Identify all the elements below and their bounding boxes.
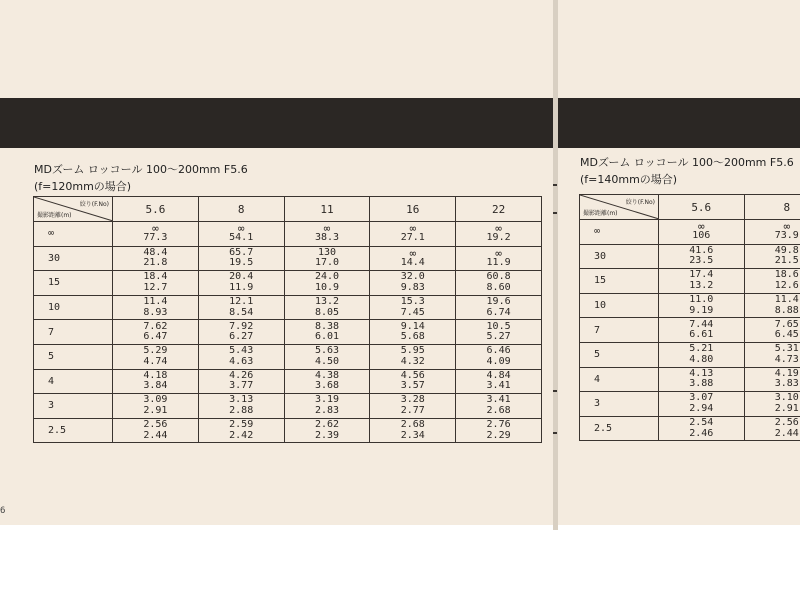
far-limit: 5.21 [689,343,714,355]
dof-cell [744,318,800,343]
near-limit: 4.73 [774,353,799,365]
distance-cell: ∞ [580,220,659,245]
far-limit: 4.19 [774,367,799,379]
table-row [580,269,800,294]
near-limit: 11.9 [229,281,254,293]
distance-cell: 4 [34,369,113,394]
table-row [34,222,542,247]
table-row [34,320,542,345]
dof-cell [198,418,284,443]
dof-cell [284,222,370,247]
near-limit: 4.63 [229,355,254,367]
table-row [34,344,542,369]
near-limit: 4.50 [314,355,340,367]
far-limit: 5.31 [774,343,799,355]
table-row [34,418,542,443]
dof-cell [370,418,456,443]
dof-cell [284,344,370,369]
staple-mark [553,432,557,434]
table-row [34,271,542,296]
distance-cell: 2.5 [580,416,659,441]
near-limit: 9.83 [400,281,425,293]
far-limit: 5.29 [143,345,168,357]
dof-cell [659,392,745,417]
aperture-header: 16 [370,197,456,222]
dof-cell [284,369,370,394]
far-limit: 41.6 [689,244,714,256]
far-limit: ∞ [323,222,331,236]
dof-cell [659,293,745,318]
near-limit: 8.60 [486,281,511,293]
near-limit: 4.09 [486,355,511,367]
far-limit: 7.92 [229,320,254,332]
near-limit: 21.5 [774,255,799,267]
dof-cell [744,269,800,294]
far-limit: 4.56 [400,369,425,381]
table-heading-f120 [34,161,248,195]
dof-cell [370,271,456,296]
near-limit: 2.77 [400,404,425,416]
dof-cell [113,271,199,296]
near-limit: 73.9 [774,230,799,242]
near-limit: 2.68 [486,404,511,416]
near-limit: 3.83 [774,378,799,390]
dof-cell [659,244,745,269]
dof-cell [370,344,456,369]
far-limit: 2.56 [774,417,799,429]
dof-cell [198,222,284,247]
far-limit: ∞ [409,246,417,260]
table-row [580,318,800,343]
dof-cell [113,222,199,247]
table-subtitle: (f=120mmの場合) [34,180,132,193]
near-limit: 6.61 [689,329,714,341]
far-limit: 6.46 [486,345,511,357]
dof-cell [198,271,284,296]
far-limit: 11.4 [774,294,799,306]
near-limit: 2.44 [143,429,168,441]
far-limit: 12.1 [229,296,254,308]
table-row [580,244,800,269]
far-limit: ∞ [495,246,502,260]
far-limit: 15.3 [400,296,425,308]
distance-cell: 3 [580,392,659,417]
near-limit: 2.42 [229,429,254,441]
dof-cell [198,344,284,369]
dof-cell [113,295,199,320]
table-row [580,416,800,441]
near-limit: 6.74 [486,306,511,318]
staple-mark [553,184,557,186]
dof-cell [113,394,199,419]
near-limit: 2.39 [314,429,340,441]
near-limit: 27.1 [400,232,425,244]
far-limit: 4.18 [143,369,168,381]
far-limit: 5.43 [229,345,254,357]
dof-cell [198,394,284,419]
dof-cell [284,394,370,419]
dof-cell [456,271,542,296]
near-limit: 2.88 [229,404,254,416]
dof-cell [659,220,745,245]
table-heading-f140 [580,154,794,188]
far-limit: 9.14 [400,320,425,332]
table-row [580,367,800,392]
far-limit: 18.6 [774,269,799,281]
near-limit: 6.27 [229,331,254,343]
far-limit: 130 [317,246,337,258]
near-limit: 12.7 [143,281,168,293]
dof-cell [456,418,542,443]
near-limit: 19.2 [486,232,511,244]
far-limit: 3.07 [689,392,714,404]
far-limit: 5.63 [314,345,340,357]
near-limit: 54.1 [229,232,254,244]
staple-mark [553,390,557,392]
far-limit: 17.4 [689,269,714,281]
table-row [34,394,542,419]
near-limit: 2.29 [486,429,511,441]
near-limit: 19.5 [229,257,254,269]
corner-cell [34,197,113,222]
table-row [580,342,800,367]
far-limit: 7.44 [689,318,714,330]
near-limit: 5.27 [486,331,511,343]
corner-cell [580,195,659,220]
far-limit: 49.8 [774,244,799,256]
far-limit: 7.65 [774,318,799,330]
distance-cell: 7 [580,318,659,343]
far-limit: ∞ [697,220,705,234]
far-limit: ∞ [783,220,791,234]
dof-cell [456,246,542,271]
dof-cell [198,295,284,320]
staple-mark [553,212,557,214]
far-limit: 4.84 [486,369,511,381]
distance-axis-label: 撮影距離(m) [37,212,72,219]
table-subtitle: (f=140mmの場合) [580,173,678,186]
dof-cell [659,318,745,343]
near-limit: 14.4 [400,256,425,268]
far-limit: 20.4 [229,271,254,283]
far-limit: 13.2 [314,296,340,308]
near-limit: 2.44 [774,427,799,439]
dof-cell [744,220,800,245]
distance-cell: 5 [34,344,113,369]
far-limit: 3.41 [486,394,511,406]
dof-cell [284,295,370,320]
near-limit: 8.88 [774,304,799,316]
dof-cell [113,344,199,369]
near-limit: 2.46 [689,427,714,439]
near-limit: 10.9 [314,281,340,293]
aperture-header: 5.6 [113,197,199,222]
aperture-axis-label: 絞り(F.No) [79,201,109,208]
distance-cell: 15 [34,271,113,296]
near-limit: 9.19 [689,304,714,316]
dof-cell [456,320,542,345]
distance-cell: 5 [580,342,659,367]
dof-table-f140 [579,194,800,441]
dof-cell [113,369,199,394]
near-limit: 6.01 [314,331,340,343]
aperture-header: 8 [744,195,800,220]
near-limit: 21.8 [143,257,168,269]
near-limit: 3.41 [486,380,511,392]
near-limit: 2.94 [689,402,714,414]
table-row [580,293,800,318]
near-limit: 11.9 [486,256,511,268]
aperture-axis-label: 絞り(F.No) [625,199,655,206]
far-limit: 18.4 [143,271,168,283]
far-limit: 60.8 [486,271,511,283]
dof-cell [370,246,456,271]
near-limit: 17.0 [314,257,340,269]
table-row [34,295,542,320]
near-limit: 38.3 [314,232,340,244]
header-band-left [0,98,553,148]
dof-cell [744,416,800,441]
far-limit: 2.59 [229,419,254,431]
near-limit: 2.91 [774,402,799,414]
page-number: 6 [0,506,6,516]
far-limit: 2.54 [689,417,714,429]
far-limit: 24.0 [314,271,340,283]
distance-cell: 7 [34,320,113,345]
near-limit: 12.6 [774,279,799,291]
near-limit: 8.93 [143,306,168,318]
near-limit: 13.2 [689,279,714,291]
dof-cell [744,244,800,269]
far-limit: ∞ [495,222,502,236]
dof-cell [198,320,284,345]
header-band-right [558,98,800,148]
dof-cell [456,222,542,247]
dof-cell [370,222,456,247]
far-limit: 19.6 [486,296,511,308]
aperture-header: 8 [198,197,284,222]
far-limit: 3.19 [314,394,340,406]
far-limit: 3.28 [400,394,425,406]
dof-cell [284,320,370,345]
far-limit: 2.56 [143,419,168,431]
far-limit: ∞ [409,222,417,236]
near-limit: 4.74 [143,355,168,367]
near-limit: 7.45 [400,306,425,318]
dof-cell [370,394,456,419]
far-limit: 32.0 [400,271,425,283]
distance-cell: 10 [580,293,659,318]
dof-cell [456,295,542,320]
distance-cell: 30 [580,244,659,269]
header-row [34,197,542,222]
far-limit: 3.13 [229,394,254,406]
distance-cell: 15 [580,269,659,294]
near-limit: 2.91 [143,404,168,416]
dof-cell [456,394,542,419]
near-limit: 8.05 [314,306,340,318]
table-row [34,369,542,394]
dof-cell [370,320,456,345]
near-limit: 23.5 [689,255,714,267]
table-row [34,246,542,271]
dof-cell [113,418,199,443]
distance-cell: 4 [580,367,659,392]
header-row [580,195,800,220]
aperture-header: 11 [284,197,370,222]
near-limit: 4.80 [689,353,714,365]
dof-cell [370,295,456,320]
near-limit: 6.45 [774,329,799,341]
near-limit: 3.77 [229,380,254,392]
dof-cell [284,418,370,443]
near-limit: 106 [692,230,711,242]
dof-cell [456,369,542,394]
far-limit: 3.09 [143,394,168,406]
table-row [580,392,800,417]
near-limit: 8.54 [229,306,254,318]
table-row [580,220,800,245]
near-limit: 3.68 [314,380,340,392]
far-limit: ∞ [152,222,159,236]
near-limit: 3.88 [689,378,714,390]
dof-table-f120 [33,196,542,443]
dof-cell [744,367,800,392]
near-limit: 2.83 [314,404,340,416]
near-limit: 2.34 [400,429,425,441]
far-limit: 2.62 [314,419,340,431]
dof-cell [744,392,800,417]
near-limit: 77.3 [143,232,168,244]
far-limit: 4.26 [229,369,254,381]
far-limit: 8.38 [314,320,340,332]
dof-cell [113,246,199,271]
far-limit: 7.62 [143,320,168,332]
distance-cell: 30 [34,246,113,271]
near-limit: 3.57 [400,380,425,392]
far-limit: 3.10 [774,392,799,404]
dof-cell [113,320,199,345]
dof-cell [370,369,456,394]
far-limit: 11.0 [689,294,714,306]
dof-cell [198,369,284,394]
near-limit: 5.68 [400,331,425,343]
table-title: MDズーム ロッコール 100～200mm F5.6 [34,163,248,176]
far-limit: 4.13 [689,367,714,379]
aperture-header: 22 [456,197,542,222]
distance-cell: 3 [34,394,113,419]
far-limit: 5.95 [400,345,425,357]
distance-cell: 2.5 [34,418,113,443]
far-limit: 2.68 [400,419,425,431]
near-limit: 4.32 [400,355,425,367]
near-limit: 6.47 [143,331,168,343]
far-limit: 2.76 [486,419,511,431]
distance-axis-label: 撮影距離(m) [583,210,618,217]
dof-cell [284,246,370,271]
dof-cell [456,344,542,369]
table-title: MDズーム ロッコール 100～200mm F5.6 [580,156,794,169]
dof-cell [744,342,800,367]
dof-cell [659,367,745,392]
distance-cell: ∞ [34,222,113,247]
far-limit: ∞ [237,222,245,236]
dof-cell [659,342,745,367]
dof-cell [744,293,800,318]
far-limit: 4.38 [314,369,340,381]
far-limit: 11.4 [143,296,168,308]
far-limit: 10.5 [486,320,511,332]
dof-cell [284,271,370,296]
aperture-header: 5.6 [659,195,745,220]
distance-cell: 10 [34,295,113,320]
near-limit: 3.84 [143,380,168,392]
dof-cell [659,269,745,294]
far-limit: 65.7 [229,246,254,258]
far-limit: 48.4 [143,246,168,258]
dof-cell [198,246,284,271]
dof-cell [659,416,745,441]
